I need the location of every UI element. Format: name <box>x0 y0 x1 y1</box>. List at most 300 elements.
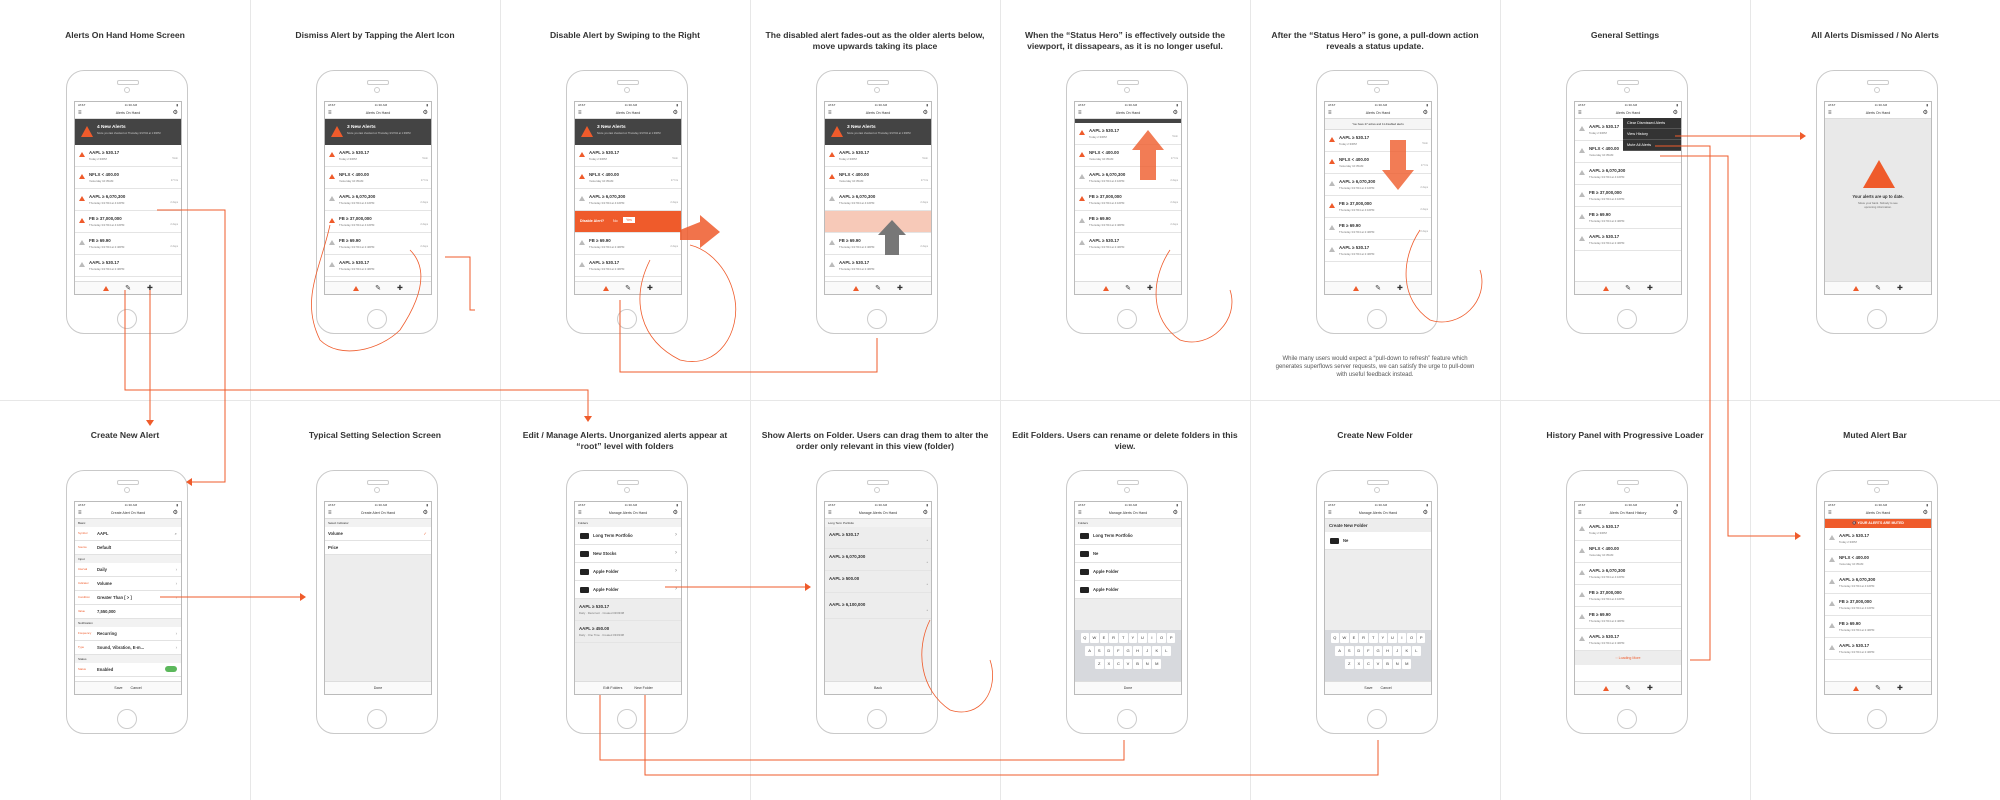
key-s[interactable]: S <box>1095 646 1104 656</box>
key-d[interactable]: D <box>1105 646 1114 656</box>
alert-row[interactable]: NFLX < 400.00 Yesterday 10:35AM <box>1575 141 1681 163</box>
indicator-field[interactable]: Indicator Volume › <box>75 577 181 591</box>
alert-icon[interactable] <box>79 196 85 201</box>
tab-bar <box>1575 681 1681 694</box>
mute-icon: 🔇 <box>1852 521 1858 525</box>
add-tab-icon[interactable]: ✚ <box>1647 685 1653 692</box>
option-volume[interactable]: Volume ✓ <box>325 527 431 541</box>
nav-title: Alerts On Hand <box>365 111 391 115</box>
interval-field[interactable]: Interval Daily › <box>75 563 181 577</box>
gear-icon[interactable]: ⚙ <box>422 110 428 116</box>
option-price[interactable]: Price <box>325 541 431 555</box>
key-g[interactable]: G <box>1374 646 1383 656</box>
new-folder-input[interactable]: Ne <box>1325 532 1431 550</box>
alert-row[interactable]: FB ≥ 69.90 Thursday 3/17/04 at 2:46PM <box>1575 607 1681 629</box>
key-r[interactable]: R <box>1359 633 1368 643</box>
menu-icon[interactable]: ≡ <box>578 110 582 116</box>
drag-handle-icon[interactable]: ≡ <box>926 539 928 542</box>
alert-row[interactable]: AAPL ≥ 6,070,300 Thursday 3/17/04 at 4:16PM 2 days <box>1325 174 1431 196</box>
alert-row[interactable]: FB ≥ 69.90 Thursday 3/17/04 at 2:46PM <box>1575 207 1681 229</box>
alert-row[interactable]: AAPL ≥ 530.17 Thursday 3/17/04 at 2:46PM <box>1575 629 1681 651</box>
home-button[interactable] <box>1617 709 1637 729</box>
condition-field[interactable]: Condition Greater Than [ > ] › <box>75 591 181 605</box>
edit-tab-icon[interactable]: ✎ <box>1375 285 1381 292</box>
gear-icon[interactable]: ⚙ <box>172 110 178 116</box>
home-button[interactable] <box>117 309 137 329</box>
key-t[interactable]: T <box>1119 633 1128 643</box>
gear-icon[interactable]: ⚙ <box>1672 110 1678 116</box>
menu-icon[interactable]: ≡ <box>828 110 832 116</box>
alert-row[interactable]: AAPL ≥ 530.17 Today 2:33PM 5min <box>75 145 181 167</box>
alert-icon[interactable] <box>1829 535 1835 540</box>
key-i[interactable]: I <box>1398 633 1407 643</box>
menu-icon[interactable]: ≡ <box>1578 510 1582 516</box>
alert-row[interactable]: AAPL ≥ 530.17 Today 2:33PM 5min <box>1325 130 1431 152</box>
alert-icon[interactable] <box>579 196 585 201</box>
alert-row[interactable]: NFLX < 400.00 Yesterday 10:35AM 17 hrs <box>75 167 181 189</box>
home-button[interactable] <box>1617 309 1637 329</box>
key-l[interactable]: L <box>1162 646 1171 656</box>
key-l[interactable]: L <box>1412 646 1421 656</box>
home-button[interactable] <box>1867 709 1887 729</box>
key-x[interactable]: X <box>1105 659 1114 669</box>
home-button[interactable] <box>617 709 637 729</box>
alert-row[interactable]: AAPL ≥ 530.17 Thursday 3/17/04 at 2:46PM <box>1825 638 1931 660</box>
phone-screen: AT&T 11:30 AM ▮ ≡ Create Alert On Hand ⚙ Basic Symbol AAPL ⌕ Source Default Input Interval Daily › Indicator Volume › Condition Greater Than [ > ] › Value 7,550,000 Notification Frequency Recurring › Type Sound, Vibration, E-m... › Status Status Enabled Save Cancel <box>74 501 182 695</box>
value-field[interactable]: Value 7,550,000 <box>75 605 181 619</box>
key-u[interactable]: U <box>1138 633 1147 643</box>
drag-handle-icon[interactable]: ≡ <box>926 609 928 612</box>
alert-row[interactable]: NFLX < 400.00 Yesterday 10:35AM <box>1825 550 1931 572</box>
key-s[interactable]: S <box>1345 646 1354 656</box>
alert-row[interactable]: FB ≥ 37,000,000 Thursday 3/17/04 at 4:16PM <box>1575 185 1681 207</box>
menu-icon[interactable]: ≡ <box>78 510 82 516</box>
edit-tab-icon[interactable]: ✎ <box>125 285 131 292</box>
add-tab-icon[interactable]: ✚ <box>1397 285 1403 292</box>
menu-icon[interactable]: ≡ <box>1828 110 1832 116</box>
alert-icon[interactable] <box>829 174 835 179</box>
edit-folders-button[interactable]: Edit Folders <box>603 686 623 690</box>
muted-bar[interactable]: 🔇 YOUR ALERTS ARE MUTED <box>1825 519 1931 528</box>
drag-handle-icon[interactable]: ≡ <box>926 561 928 564</box>
key-j[interactable]: J <box>1143 646 1152 656</box>
alerts-tab-icon[interactable] <box>1853 686 1859 691</box>
alerts-tab-icon[interactable] <box>603 286 609 291</box>
alert-row[interactable]: AAPL ≥ 450.00 Daily · One Time · Created 03/03/08 <box>575 621 681 643</box>
home-button[interactable] <box>867 309 887 329</box>
alert-row[interactable]: AAPL ≥ 530.17 Today 2:33PM 5min <box>575 145 681 167</box>
alert-icon[interactable] <box>79 152 85 157</box>
alert-icon[interactable] <box>1579 636 1585 641</box>
alert-icon[interactable] <box>1579 192 1585 197</box>
alert-row[interactable]: AAPL ≥ 6,070,300 Thursday 3/17/04 at 4:16PM <box>1575 163 1681 185</box>
home-button[interactable] <box>1867 309 1887 329</box>
frequency-field[interactable]: Frequency Recurring › <box>75 627 181 641</box>
alert-row[interactable]: FB ≥ 37,000,000 Thursday 3/17/04 at 4:16PM 2 days <box>1075 189 1181 211</box>
alert-row[interactable]: AAPL ≥ 530.17 Today 2:33PM <box>1575 119 1681 141</box>
key-r[interactable]: R <box>1109 633 1118 643</box>
alert-icon[interactable] <box>1579 548 1585 553</box>
key-h[interactable]: H <box>1383 646 1392 656</box>
alert-logo-icon <box>331 126 343 137</box>
alert-icon[interactable] <box>829 262 835 267</box>
alert-icon[interactable] <box>329 174 335 179</box>
alert-row[interactable]: AAPL ≥ 530.17 Thursday 3/17/04 at 2:46PM <box>1575 229 1681 251</box>
alert-icon[interactable] <box>329 152 335 157</box>
gear-icon[interactable]: ⚙ <box>1422 510 1428 516</box>
yes-button[interactable]: Yes <box>623 217 635 223</box>
alert-row[interactable]: AAPL ≥ 6,070,300 Thursday 3/17/04 at 4:16PM <box>1825 572 1931 594</box>
gear-icon[interactable]: ⚙ <box>1922 110 1928 116</box>
gear-icon[interactable]: ⚙ <box>1922 510 1928 516</box>
key-b[interactable]: B <box>1383 659 1392 669</box>
cancel-button[interactable]: Cancel <box>130 686 142 690</box>
source-field[interactable]: Source Default <box>75 541 181 555</box>
key-m[interactable]: M <box>1402 659 1411 669</box>
alert-row[interactable]: NFLX < 400.00 Yesterday 10:35AM <box>1575 541 1681 563</box>
add-tab-icon[interactable]: ✚ <box>647 285 653 292</box>
alert-row[interactable]: AAPL ≥ 530.17 Daily · Recurrent · Created 03/03/08 <box>575 599 681 621</box>
menu-icon[interactable]: ≡ <box>1578 110 1582 116</box>
alert-icon[interactable] <box>1829 601 1835 606</box>
key-p[interactable]: P <box>1167 633 1176 643</box>
home-button[interactable] <box>1367 309 1387 329</box>
folder-row[interactable]: New Stocks › <box>575 545 681 563</box>
gear-icon[interactable]: ⚙ <box>1672 510 1678 516</box>
alerts-tab-icon[interactable] <box>1353 286 1359 291</box>
key-e[interactable]: E <box>1100 633 1109 643</box>
alert-icon[interactable] <box>1079 218 1085 223</box>
menu-icon[interactable]: ≡ <box>328 510 332 516</box>
gear-icon[interactable]: ⚙ <box>1422 110 1428 116</box>
alert-row[interactable]: FB ≥ 69.90 Thursday 3/17/04 at 2:46PM 2 days <box>75 233 181 255</box>
alert-row[interactable]: FB ≥ 37,000,000 Thursday 3/17/04 at 4:16PM 2 days <box>325 211 431 233</box>
key-k[interactable]: K <box>1402 646 1411 656</box>
panel-title: Alerts On Hand Home Screen <box>65 30 185 40</box>
alerts-tab-icon[interactable] <box>1103 286 1109 291</box>
key-y[interactable]: Y <box>1379 633 1388 643</box>
add-tab-icon[interactable]: ✚ <box>897 285 903 292</box>
menu-icon[interactable]: ≡ <box>1078 510 1082 516</box>
alert-row[interactable]: AAPL ≥ 530.17 Today 2:33PM <box>1575 519 1681 541</box>
symbol-field[interactable]: Symbol AAPL ⌕ <box>75 527 181 541</box>
mute-all-item[interactable]: Mute All Alerts <box>1623 140 1681 151</box>
alert-icon[interactable] <box>329 262 335 267</box>
alert-icon[interactable] <box>1579 592 1585 597</box>
alert-icon[interactable] <box>1579 614 1585 619</box>
key-a[interactable]: A <box>1335 646 1344 656</box>
alerts-tab-icon[interactable] <box>1853 286 1859 291</box>
edit-tab-icon[interactable]: ✎ <box>375 285 381 292</box>
alert-icon[interactable] <box>1579 214 1585 219</box>
alert-row[interactable]: FB ≥ 37,000,000 Thursday 3/17/04 at 4:16PM <box>1575 585 1681 607</box>
edit-tab-icon[interactable]: ✎ <box>1625 685 1631 692</box>
view-history-item[interactable]: View History <box>1623 129 1681 140</box>
alert-icon[interactable] <box>1579 170 1585 175</box>
panel-title: General Settings <box>1590 30 1660 40</box>
alert-icon[interactable] <box>1829 623 1835 628</box>
alert-icon[interactable] <box>79 218 85 223</box>
alert-icon[interactable] <box>1329 247 1335 252</box>
menu-icon[interactable]: ≡ <box>1078 110 1082 116</box>
key-c[interactable]: C <box>1114 659 1123 669</box>
home-button[interactable] <box>1117 709 1137 729</box>
key-f[interactable]: F <box>1364 646 1373 656</box>
alert-row[interactable]: AAPL ≥ 530.17 Thursday 3/17/04 at 2:46PM <box>1075 233 1181 255</box>
add-tab-icon[interactable]: ✚ <box>1647 285 1653 292</box>
add-tab-icon[interactable]: ✚ <box>1897 685 1903 692</box>
alert-row[interactable]: FB ≥ 69.90 Thursday 3/17/04 at 2:46PM 2 days <box>825 233 931 255</box>
home-button[interactable] <box>617 309 637 329</box>
gear-icon[interactable]: ⚙ <box>422 510 428 516</box>
alert-icon[interactable] <box>1079 240 1085 245</box>
key-i[interactable]: I <box>1148 633 1157 643</box>
key-z[interactable]: Z <box>1345 659 1354 669</box>
add-tab-icon[interactable]: ✚ <box>147 285 153 292</box>
key-p[interactable]: P <box>1417 633 1426 643</box>
alert-icon[interactable] <box>829 240 835 245</box>
alert-row[interactable]: AAPL ≥ 6,070,300 Thursday 3/17/04 at 4:16PM <box>1575 563 1681 585</box>
key-n[interactable]: N <box>1393 659 1402 669</box>
home-button[interactable] <box>117 709 137 729</box>
alert-row[interactable]: FB ≥ 69.90 Thursday 3/17/04 at 2:46PM 2 days <box>1075 211 1181 233</box>
gear-icon[interactable]: ⚙ <box>922 110 928 116</box>
gear-icon[interactable]: ⚙ <box>922 510 928 516</box>
chevron-right-icon: › <box>675 550 677 556</box>
disable-label: Disable Alert? <box>580 219 605 223</box>
alert-icon[interactable] <box>329 218 335 223</box>
alert-row[interactable]: AAPL ≥ 530.17 Thursday 3/17/04 at 2:46PM <box>1325 240 1431 262</box>
key-n[interactable]: N <box>1143 659 1152 669</box>
gear-icon[interactable]: ⚙ <box>172 510 178 516</box>
folder-row[interactable]: Long Term Portfolio › <box>575 527 681 545</box>
no-button[interactable]: No <box>613 219 618 223</box>
folder-row[interactable]: Apple Folder › <box>575 563 681 581</box>
phone-frame <box>1316 70 1438 334</box>
key-v[interactable]: V <box>1374 659 1383 669</box>
key-x[interactable]: X <box>1355 659 1364 669</box>
menu-icon[interactable]: ≡ <box>1828 510 1832 516</box>
back-button[interactable]: Back <box>874 686 882 690</box>
alert-row[interactable]: FB ≥ 69.90 Thursday 3/17/04 at 2:46PM 2 days <box>575 233 681 255</box>
alert-icon[interactable] <box>1579 570 1585 575</box>
edit-tab-icon[interactable]: ✎ <box>1875 685 1881 692</box>
alert-row[interactable]: AAPL ≥ 6,070,300 Thursday 3/17/04 at 4:16PM 2 days <box>575 189 681 211</box>
home-button[interactable] <box>367 309 387 329</box>
edit-tab-icon[interactable]: ✎ <box>1125 285 1131 292</box>
alert-row[interactable]: AAPL ≥ 500.00 ≡ <box>825 571 931 593</box>
alert-icon[interactable] <box>829 152 835 157</box>
alert-icon[interactable] <box>1329 137 1335 142</box>
search-icon[interactable]: ⌕ <box>174 531 177 536</box>
alert-icon[interactable] <box>579 174 585 179</box>
alert-icon[interactable] <box>579 262 585 267</box>
alert-row[interactable]: NFLX < 400.00 Yesterday 10:35AM 17 hrs <box>825 167 931 189</box>
alert-icon[interactable] <box>329 196 335 201</box>
key-m[interactable]: M <box>1152 659 1161 669</box>
menu-icon[interactable]: ≡ <box>328 110 332 116</box>
alert-icon[interactable] <box>1829 557 1835 562</box>
done-button[interactable]: Done <box>373 686 383 690</box>
alert-row[interactable]: AAPL ≥ 530.17 Today 2:33PM <box>1825 528 1931 550</box>
alert-row[interactable]: AAPL ≥ 530.17 Thursday 3/17/04 at 2:46PM <box>325 255 431 277</box>
gear-icon[interactable]: ⚙ <box>1172 110 1178 116</box>
folder-row[interactable]: Apple Folder <box>1075 563 1181 581</box>
alert-icon[interactable] <box>1329 159 1335 164</box>
key-o[interactable]: O <box>1407 633 1416 643</box>
tab-bar <box>575 281 681 294</box>
add-tab-icon[interactable]: ✚ <box>397 285 403 292</box>
edit-tab-icon[interactable]: ✎ <box>1875 285 1881 292</box>
menu-icon[interactable]: ≡ <box>1328 510 1332 516</box>
edit-tab-icon[interactable]: ✎ <box>875 285 881 292</box>
alert-row[interactable]: AAPL ≥ 6,070,300 Thursday 3/17/04 at 4:16PM 2 days <box>1075 167 1181 189</box>
edit-tab-icon[interactable]: ✎ <box>1625 285 1631 292</box>
new-folder-button[interactable]: New Folder <box>634 686 653 690</box>
alert-icon[interactable] <box>79 174 85 179</box>
alert-icon[interactable] <box>579 152 585 157</box>
key-u[interactable]: U <box>1388 633 1397 643</box>
nav-title: Manage Alerts On Hand <box>858 511 898 515</box>
menu-icon[interactable]: ≡ <box>78 110 82 116</box>
alert-icon[interactable] <box>1079 196 1085 201</box>
alert-icon[interactable] <box>1829 645 1835 650</box>
swipe-disable-row[interactable] <box>575 211 681 233</box>
alert-row[interactable]: FB ≥ 69.90 Thursday 3/17/04 at 2:46PM 2 days <box>1325 218 1431 240</box>
alert-icon[interactable] <box>1579 236 1585 241</box>
status-toggle-row[interactable]: Status Enabled <box>75 663 181 677</box>
home-button[interactable] <box>1367 709 1387 729</box>
key-o[interactable]: O <box>1157 633 1166 643</box>
folders-section: Folders <box>575 519 681 527</box>
alert-row[interactable]: AAPL ≥ 6,070,300 ≡ <box>825 549 931 571</box>
alert-row[interactable]: NFLX < 400.00 Yesterday 10:35AM 17 hrs <box>575 167 681 189</box>
alerts-tab-icon[interactable] <box>1603 686 1609 691</box>
alert-icon[interactable] <box>79 240 85 245</box>
alert-icon[interactable] <box>1329 203 1335 208</box>
alert-row[interactable]: FB ≥ 37,000,000 Thursday 3/17/04 at 4:16PM 2 days <box>1325 196 1431 218</box>
alert-row[interactable]: AAPL ≥ 530.17 Today 2:33PM 5min <box>1075 123 1181 145</box>
alert-row[interactable]: AAPL ≥ 530.17 Thursday 3/17/04 at 2:46PM <box>575 255 681 277</box>
key-t[interactable]: T <box>1369 633 1378 643</box>
folder-row[interactable]: Apple Folder <box>1075 581 1181 599</box>
panel-home <box>0 0 250 400</box>
key-k[interactable]: K <box>1152 646 1161 656</box>
alert-row[interactable]: AAPL ≥ 530.17 ≡ <box>825 527 931 549</box>
menu-icon[interactable]: ≡ <box>828 510 832 516</box>
alert-row[interactable]: AAPL ≥ 530.17 Thursday 3/17/04 at 2:46PM <box>75 255 181 277</box>
menu-icon[interactable]: ≡ <box>578 510 582 516</box>
alert-icon[interactable] <box>1579 126 1585 131</box>
enabled-toggle[interactable] <box>165 666 177 672</box>
alerts-tab-icon[interactable] <box>353 286 359 291</box>
add-tab-icon[interactable]: ✚ <box>1897 285 1903 292</box>
drag-handle-icon[interactable]: ≡ <box>926 583 928 586</box>
folder-icon <box>1080 551 1089 557</box>
alert-row[interactable]: FB ≥ 37,000,000 Thursday 3/17/04 at 4:16PM <box>1825 594 1931 616</box>
alert-icon[interactable] <box>1079 152 1085 157</box>
home-button[interactable] <box>367 709 387 729</box>
alert-icon[interactable] <box>1579 526 1585 531</box>
alert-row[interactable]: FB ≥ 69.90 Thursday 3/17/04 at 2:46PM 2 days <box>325 233 431 255</box>
type-field[interactable]: Type Sound, Vibration, E-m... › <box>75 641 181 655</box>
alerts-tab-icon[interactable] <box>103 286 109 291</box>
alert-icon[interactable] <box>329 240 335 245</box>
alert-row[interactable]: AAPL ≥ 6,070,300 Thursday 3/17/04 at 4:16PM 2 days <box>825 189 931 211</box>
alert-row[interactable]: NFLX < 400.00 Yesterday 10:35AM 17 hrs <box>1075 145 1181 167</box>
alert-icon[interactable] <box>1079 130 1085 135</box>
key-z[interactable]: Z <box>1095 659 1104 669</box>
alert-icon[interactable] <box>1329 225 1335 230</box>
key-b[interactable]: B <box>1133 659 1142 669</box>
phone-frame <box>66 470 188 734</box>
key-y[interactable]: Y <box>1129 633 1138 643</box>
folder-row[interactable]: Long Term Portfolio <box>1075 527 1181 545</box>
alert-row[interactable]: AAPL ≥ 530.17 Today 2:33PM 5min <box>325 145 431 167</box>
clear-dismissed-item[interactable]: Clear Dismissed Alerts <box>1623 118 1681 129</box>
alert-row[interactable]: FB ≥ 37,000,000 Thursday 3/17/04 at 4:16PM 2 days <box>75 211 181 233</box>
done-button[interactable]: Done <box>1123 686 1133 690</box>
folder-rename-row[interactable]: Ne <box>1075 545 1181 563</box>
tab-bar <box>1825 681 1931 694</box>
key-f[interactable]: F <box>1114 646 1123 656</box>
alert-row[interactable]: AAPL ≥ 6,070,300 Thursday 3/17/04 at 4:16PM 2 days <box>75 189 181 211</box>
key-c[interactable]: C <box>1364 659 1373 669</box>
key-d[interactable]: D <box>1355 646 1364 656</box>
key-g[interactable]: G <box>1124 646 1133 656</box>
alert-icon[interactable] <box>79 262 85 267</box>
home-button[interactable] <box>867 709 887 729</box>
nav-title: Alerts On Hand <box>1865 511 1891 515</box>
alerts-tab-icon[interactable] <box>853 286 859 291</box>
alerts-tab-icon[interactable] <box>1603 286 1609 291</box>
gear-icon[interactable]: ⚙ <box>672 510 678 516</box>
add-tab-icon[interactable]: ✚ <box>1147 285 1153 292</box>
alert-icon[interactable] <box>1329 181 1335 186</box>
alert-row[interactable]: AAPL ≥ 6,070,300 Thursday 3/17/04 at 4:16PM 2 days <box>325 189 431 211</box>
alert-row[interactable]: NFLX < 400.00 Yesterday 10:35AM 17 hrs <box>325 167 431 189</box>
alert-icon[interactable] <box>1079 174 1085 179</box>
home-button[interactable] <box>1117 309 1137 329</box>
alert-icon[interactable] <box>829 196 835 201</box>
cancel-button[interactable]: Cancel <box>1380 686 1392 690</box>
folder-row[interactable]: Apple Folder › <box>575 581 681 599</box>
save-button[interactable]: Save <box>1364 686 1373 690</box>
save-button[interactable]: Save <box>114 686 123 690</box>
key-a[interactable]: A <box>1085 646 1094 656</box>
gear-icon[interactable]: ⚙ <box>1172 510 1178 516</box>
menu-icon[interactable]: ≡ <box>1328 110 1332 116</box>
key-v[interactable]: V <box>1124 659 1133 669</box>
edit-tab-icon[interactable]: ✎ <box>625 285 631 292</box>
gear-icon[interactable]: ⚙ <box>672 110 678 116</box>
alert-row[interactable]: AAPL ≥ 6,100,000 ≡ <box>825 597 931 619</box>
alert-row[interactable]: AAPL ≥ 530.17 Today 2:33PM 5min <box>825 145 931 167</box>
alert-row[interactable]: FB ≥ 69.90 Thursday 3/17/04 at 2:46PM <box>1825 616 1931 638</box>
key-h[interactable]: H <box>1133 646 1142 656</box>
alert-icon[interactable] <box>579 240 585 245</box>
key-q[interactable]: Q <box>1331 633 1340 643</box>
alert-icon[interactable] <box>1829 579 1835 584</box>
alert-row[interactable]: AAPL ≥ 530.17 Thursday 3/17/04 at 2:46PM <box>825 255 931 277</box>
key-w[interactable]: W <box>1090 633 1099 643</box>
key-q[interactable]: Q <box>1081 633 1090 643</box>
key-e[interactable]: E <box>1350 633 1359 643</box>
key-w[interactable]: W <box>1340 633 1349 643</box>
alert-row[interactable]: NFLX < 400.00 Yesterday 10:35AM 17 hrs <box>1325 152 1431 174</box>
alert-icon[interactable] <box>1579 148 1585 153</box>
key-j[interactable]: J <box>1393 646 1402 656</box>
